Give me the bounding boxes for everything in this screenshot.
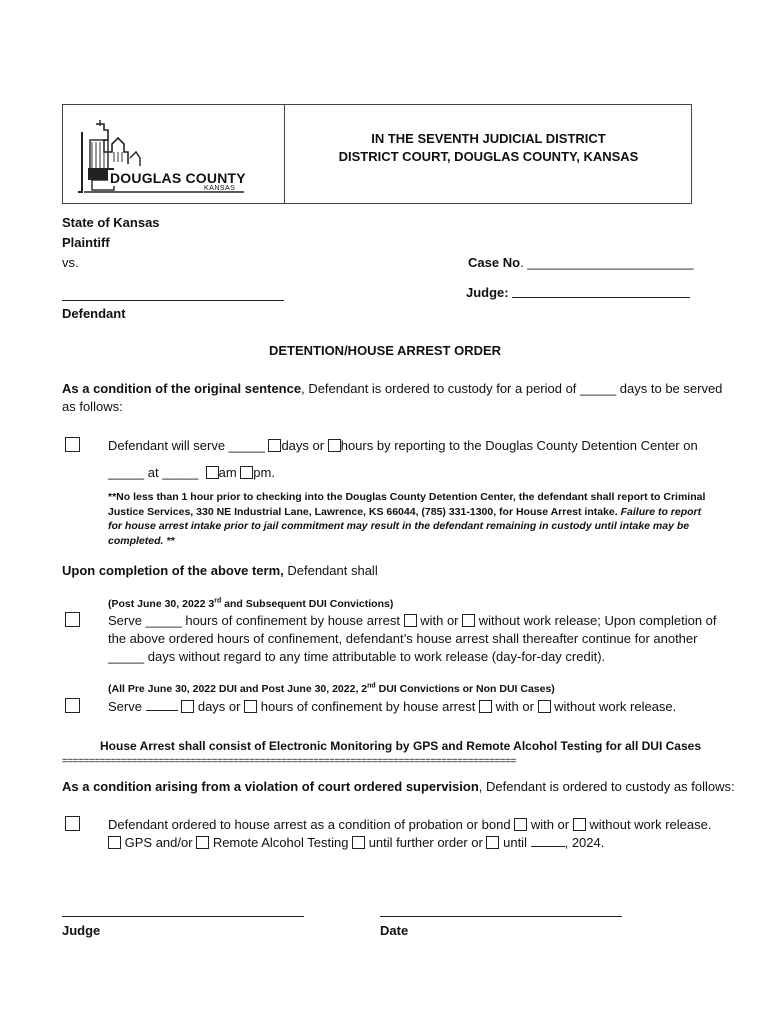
option-pre-2022-heading: (All Pre June 30, 2022 DUI and Post June 30, 2022, 2nd DUI Convictions or Non DUI Cases) bbox=[108, 682, 555, 695]
condition-violation-line: As a condition arising from a violation of court ordered supervision, Defendant is ordered to custody as follows: bbox=[62, 779, 735, 794]
serve-blank[interactable] bbox=[146, 698, 178, 711]
case-number-blank: . _______________________ bbox=[520, 255, 694, 270]
option-report-detention-line-1: Defendant will serve _____ days or hours by reporting to the Douglas County Detention Center on bbox=[108, 438, 698, 453]
court-line-1: IN THE SEVENTH JUDICIAL DISTRICT bbox=[371, 131, 606, 146]
defendant-line bbox=[62, 300, 284, 301]
defendant-label: Defendant bbox=[62, 306, 126, 321]
pm-checkbox[interactable] bbox=[240, 466, 253, 479]
hours-checkbox[interactable] bbox=[328, 439, 341, 452]
option-post-2022-checkbox[interactable] bbox=[65, 612, 80, 627]
intake-note-line-2: Justice Services, 330 NE Industrial Lane, Lawrence, KS 66044, (785) 331-1300, for House Arrest intake. Failure to report bbox=[108, 506, 702, 518]
hours-checkbox-2[interactable] bbox=[244, 700, 257, 713]
judge-field-label: Judge: bbox=[466, 285, 509, 300]
option-report-detention-line-2: _____ at _____ am pm. bbox=[108, 465, 275, 480]
judge-field-line[interactable] bbox=[512, 297, 690, 298]
house-arrest-note: House Arrest shall consist of Electronic Monitoring by GPS and Remote Alcohol Testing for all DUI Cases bbox=[100, 739, 701, 753]
days-checkbox[interactable] bbox=[268, 439, 281, 452]
option-violation-line-2: GPS and/or Remote Alcohol Testing until further order or until , 2024. bbox=[108, 834, 604, 851]
plaintiff-label: Plaintiff bbox=[62, 235, 110, 250]
logo-name: DOUGLAS COUNTY bbox=[110, 170, 246, 186]
until-date-blank[interactable] bbox=[531, 834, 565, 847]
douglas-county-logo bbox=[78, 118, 248, 200]
case-number-label: Case No bbox=[468, 255, 521, 270]
intake-note-line-3: for house arrest intake prior to jail commitment may result in the defendant remaining in custody until intake may be bbox=[108, 520, 690, 532]
condition-original-line-2: as follows: bbox=[62, 399, 123, 414]
option-violation-checkbox[interactable] bbox=[65, 816, 80, 831]
date-signature-label: Date bbox=[380, 923, 409, 938]
state-label: State of Kansas bbox=[62, 215, 160, 230]
intake-note-line-4: completed. ** bbox=[108, 535, 175, 547]
judge-signature-line[interactable] bbox=[62, 916, 304, 917]
option-violation-line-1: Defendant ordered to house arrest as a condition of probation or bond with or without work release. bbox=[108, 817, 712, 832]
option-pre-2022-checkbox[interactable] bbox=[65, 698, 80, 713]
remote-alcohol-checkbox[interactable] bbox=[196, 836, 209, 849]
with-work-release-checkbox-2[interactable] bbox=[479, 700, 492, 713]
without-work-release-checkbox-2[interactable] bbox=[538, 700, 551, 713]
without-work-release-checkbox[interactable] bbox=[462, 614, 475, 627]
with-work-release-checkbox-3[interactable] bbox=[514, 818, 527, 831]
option-post-2022-line-2: the above ordered hours of confinement, defendant’s house arrest shall thereafter continue for another bbox=[108, 631, 698, 646]
until-date-checkbox[interactable] bbox=[486, 836, 499, 849]
until-further-order-checkbox[interactable] bbox=[352, 836, 365, 849]
logo-sub: KANSAS bbox=[204, 185, 236, 192]
separator-line: ===================================================================================== bbox=[62, 756, 516, 767]
case-number-field[interactable] bbox=[468, 254, 694, 271]
upon-completion-text: Upon completion of the above term, Defendant shall bbox=[62, 563, 378, 578]
with-work-release-checkbox[interactable] bbox=[404, 614, 417, 627]
gps-checkbox[interactable] bbox=[108, 836, 121, 849]
option-pre-2022-line-1: Serve days or hours of confinement by house arrest with or without work release. bbox=[108, 699, 677, 714]
judge-signature-label: Judge bbox=[62, 923, 101, 938]
days-checkbox-2[interactable] bbox=[181, 700, 194, 713]
am-checkbox[interactable] bbox=[206, 466, 219, 479]
option-post-2022-line-1: Serve _____ hours of confinement by house arrest with or without work release; Upon completion of bbox=[108, 613, 717, 628]
intake-note-line-1: **No less than 1 hour prior to checking into the Douglas County Detention Center, the defendant shall report to Criminal bbox=[108, 491, 706, 503]
date-signature-line[interactable] bbox=[380, 916, 622, 917]
vs-label: vs. bbox=[62, 255, 79, 270]
option-report-detention-checkbox[interactable] bbox=[65, 437, 80, 452]
condition-original-line-1: As a condition of the original sentence, Defendant is ordered to custody for a period of _____ days to be served bbox=[62, 381, 723, 396]
option-post-2022-heading: (Post June 30, 2022 3rd and Subsequent DUI Convictions) bbox=[108, 597, 394, 610]
order-title: DETENTION/HOUSE ARREST ORDER bbox=[268, 343, 502, 358]
option-post-2022-line-3: _____ days without regard to any time attributable to work release (day-for-day credit). bbox=[108, 649, 606, 664]
court-line-2: DISTRICT COURT, DOUGLAS COUNTY, KANSAS bbox=[338, 149, 639, 164]
without-work-release-checkbox-3[interactable] bbox=[573, 818, 586, 831]
